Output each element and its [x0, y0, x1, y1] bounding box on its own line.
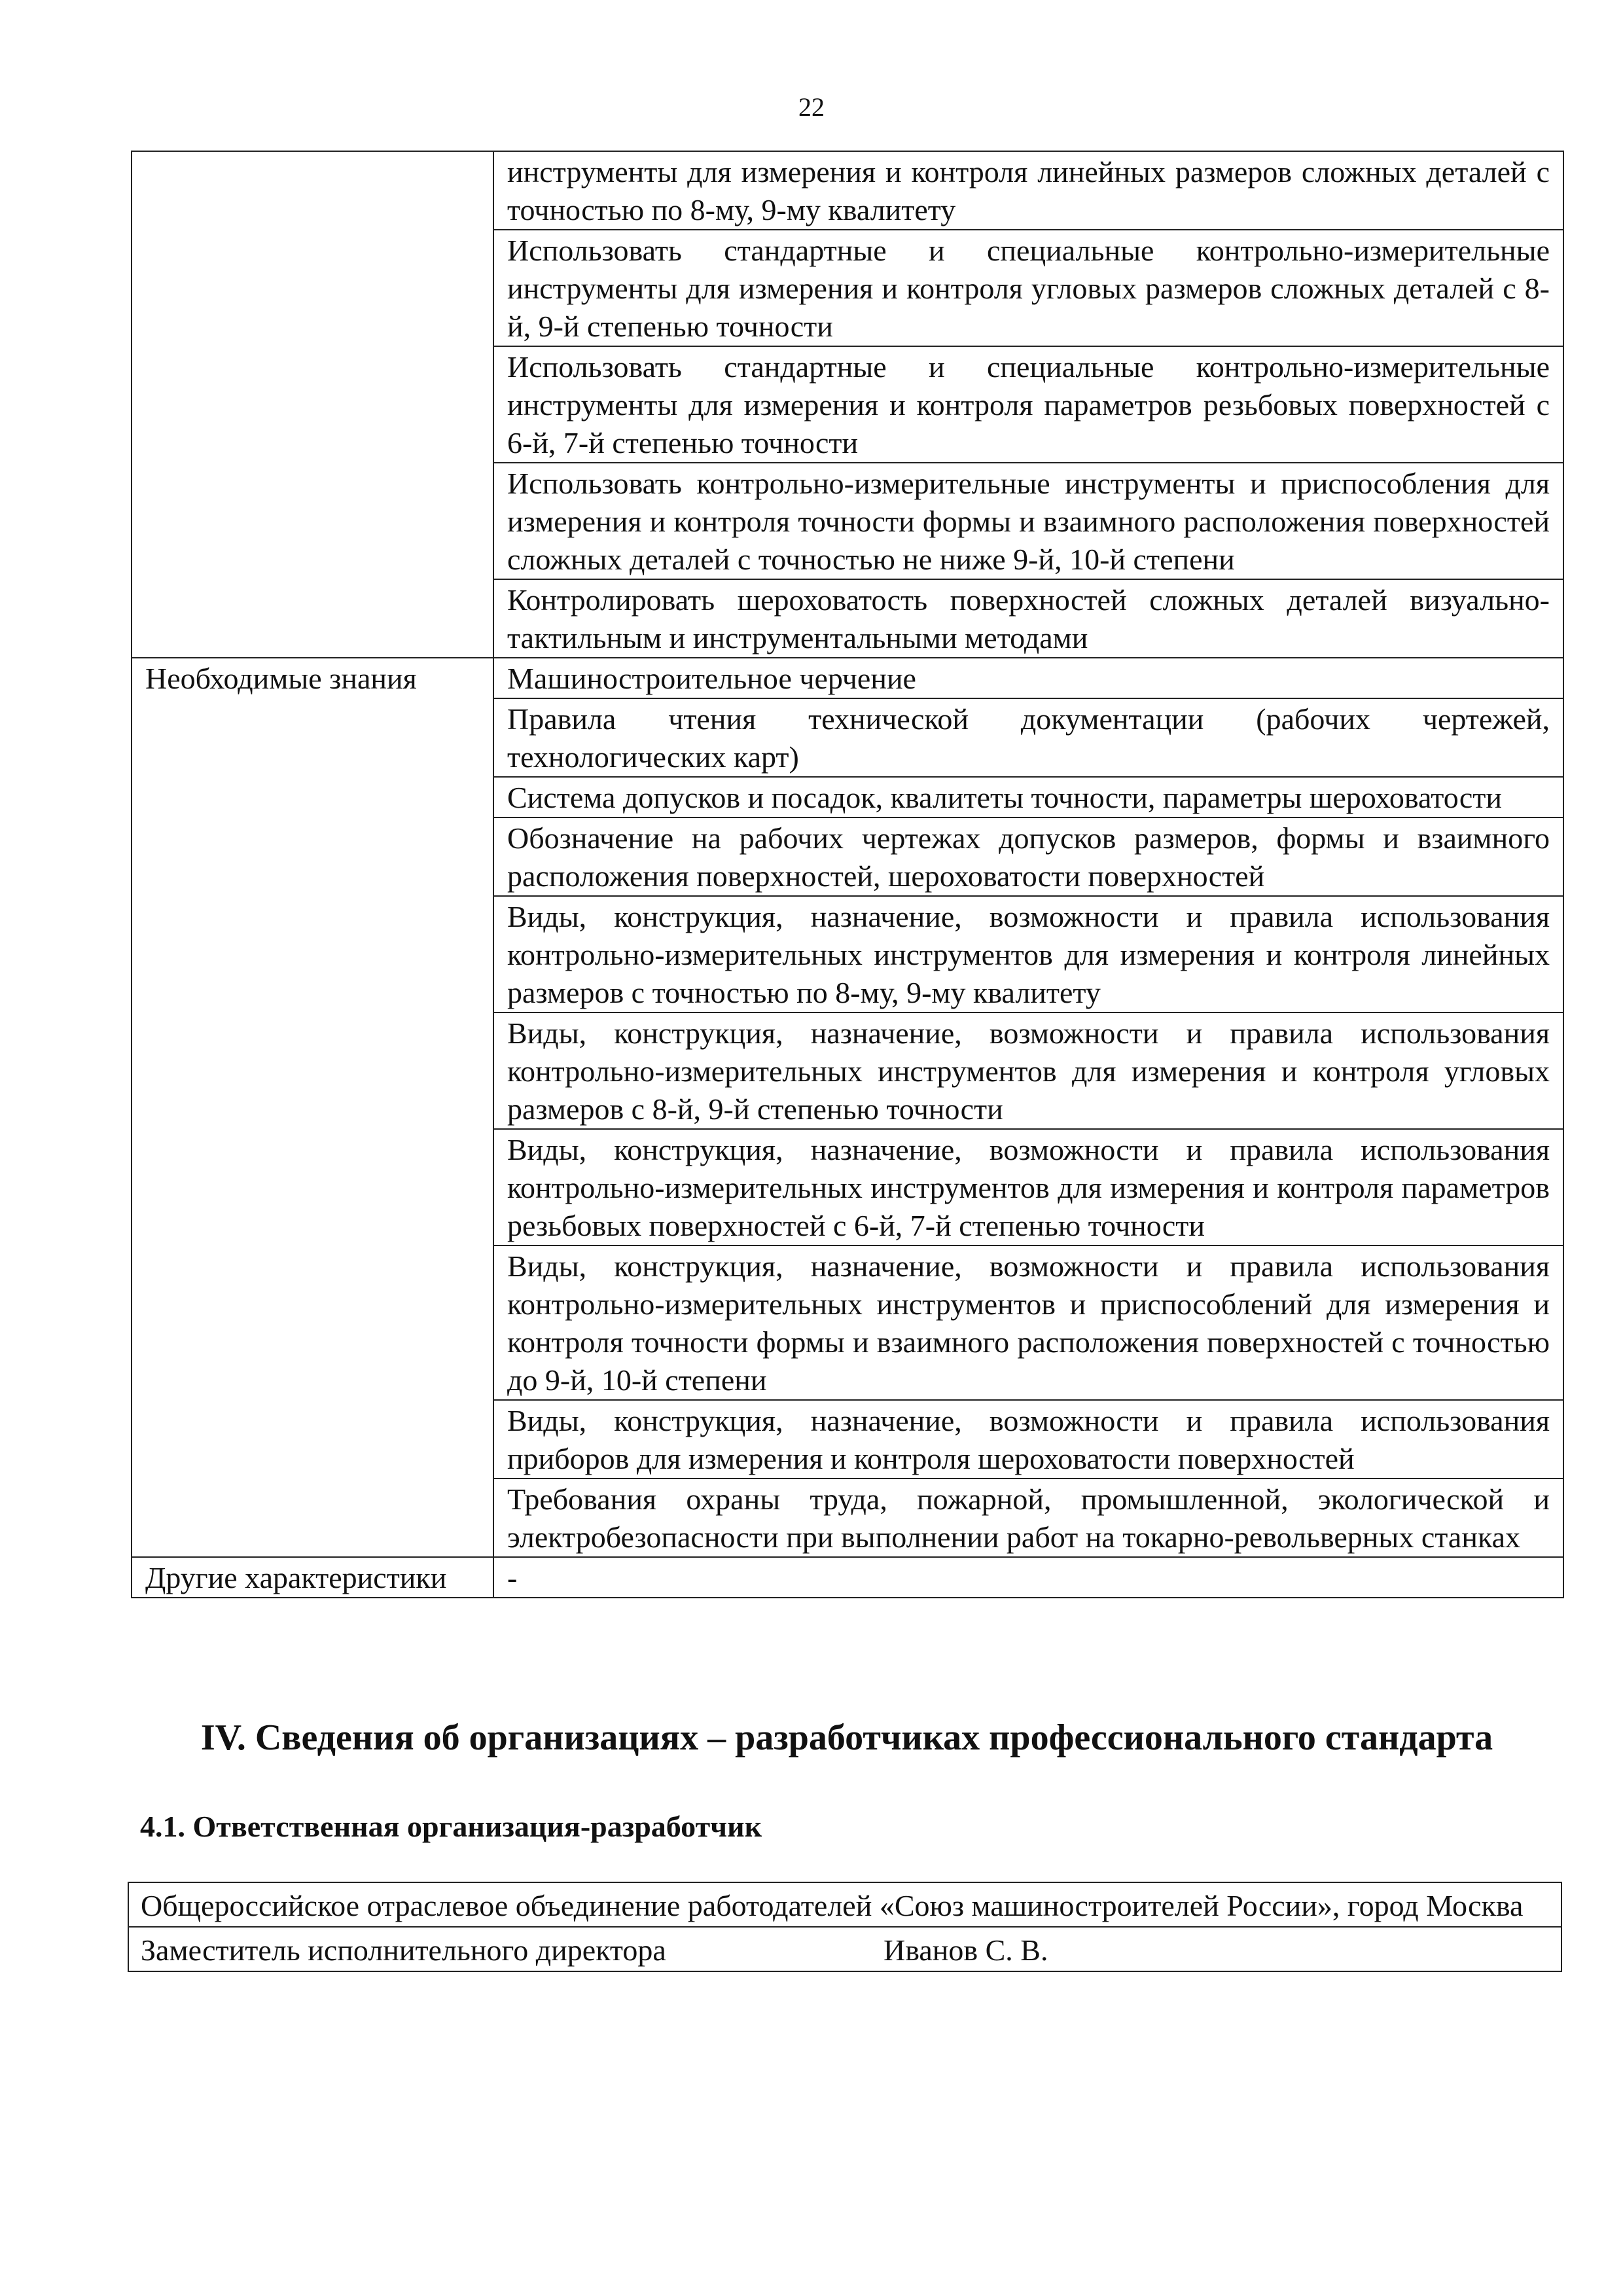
skill-cell: Использовать контрольно-измерительные инструменты и приспособления для измерения и контроля точности формы и взаимного расположения поверхностей сложных деталей с точностью не ниже 9-й, 10-й степени [493, 463, 1563, 579]
table-row [128, 1882, 1561, 1927]
knowledge-cell: Виды, конструкция, назначение, возможности и правила использования контрольно-измерительных инструментов для измерения и контроля линейных размеров с точностью по 8-му, 9-му квалитету [493, 896, 1563, 1013]
signatory-row [141, 1931, 1549, 1969]
skill-cell: Контролировать шероховатость поверхностей сложных деталей визуально-тактильным и инструментальными методами [493, 579, 1563, 658]
knowledge-cell: Виды, конструкция, назначение, возможности и правила использования контрольно-измерительных инструментов для измерения и контроля угловых размеров с 8-й, 9-й степенью точности [493, 1013, 1563, 1129]
skill-cell: Использовать стандартные и специальные контрольно-измерительные инструменты для измерения и контроля параметров резьбовых поверхностей с 6-й, 7-й степенью точности [493, 346, 1563, 463]
knowledge-cell: Система допусков и посадок, квалитеты точности, параметры шероховатости [493, 777, 1563, 817]
knowledge-cell: Требования охраны труда, пожарной, промышленной, экологической и электробезопасности при выполнении работ на токарно-револьверных станках [493, 1479, 1563, 1557]
page-number: 22 [798, 92, 825, 122]
subsection-title: 4.1. Ответственная организация-разработчик [140, 1810, 762, 1843]
section-title: IV. Сведения об организациях – разработчиках профессионального стандарта [200, 1717, 1493, 1758]
skill-cell: Использовать стандартные и специальные контрольно-измерительные инструменты для измерения и контроля угловых размеров сложных деталей с 8-й, 9-й степенью точности [493, 230, 1563, 346]
knowledge-cell: Виды, конструкция, назначение, возможности и правила использования контрольно-измерительных инструментов и приспособлений для измерения и контроля точности формы и взаимного расположения поверхностей с точностью до 9-й, 10-й степени [493, 1246, 1563, 1400]
table-row [132, 1557, 1563, 1598]
other-label: Другие характеристики [132, 1557, 493, 1598]
organization-table [128, 1882, 1562, 1972]
signatory-cell [128, 1927, 1561, 1971]
table-row [132, 658, 1563, 698]
organization-name: Общероссийское отраслевое объединение работодателей «Союз машиностроителей России», город Москва [128, 1882, 1561, 1927]
other-value: - [493, 1557, 1563, 1598]
knowledge-label: Необходимые знания [132, 658, 493, 1557]
signatory-name: Иванов С. В. [883, 1933, 1048, 1967]
skill-cell: инструменты для измерения и контроля линейных размеров сложных деталей с точностью по 8-му, 9-му квалитету [493, 151, 1563, 230]
table-row [132, 151, 1563, 230]
signatory-position: Заместитель исполнительного директора [141, 1933, 666, 1967]
knowledge-cell: Виды, конструкция, назначение, возможности и правила использования приборов для измерения и контроля шероховатости поверхностей [493, 1400, 1563, 1479]
knowledge-cell: Обозначение на рабочих чертежах допусков размеров, формы и взаимного расположения поверхностей, шероховатости поверхностей [493, 817, 1563, 896]
skills-label-cell [132, 151, 493, 658]
knowledge-cell: Виды, конструкция, назначение, возможности и правила использования контрольно-измерительных инструментов для измерения и контроля параметров резьбовых поверхностей с 6-й, 7-й степенью точности [493, 1129, 1563, 1246]
table-row [128, 1927, 1561, 1971]
requirements-table [131, 151, 1564, 1598]
knowledge-cell: Правила чтения технической документации (рабочих чертежей, технологических карт) [493, 698, 1563, 777]
knowledge-cell: Машиностроительное черчение [493, 658, 1563, 698]
